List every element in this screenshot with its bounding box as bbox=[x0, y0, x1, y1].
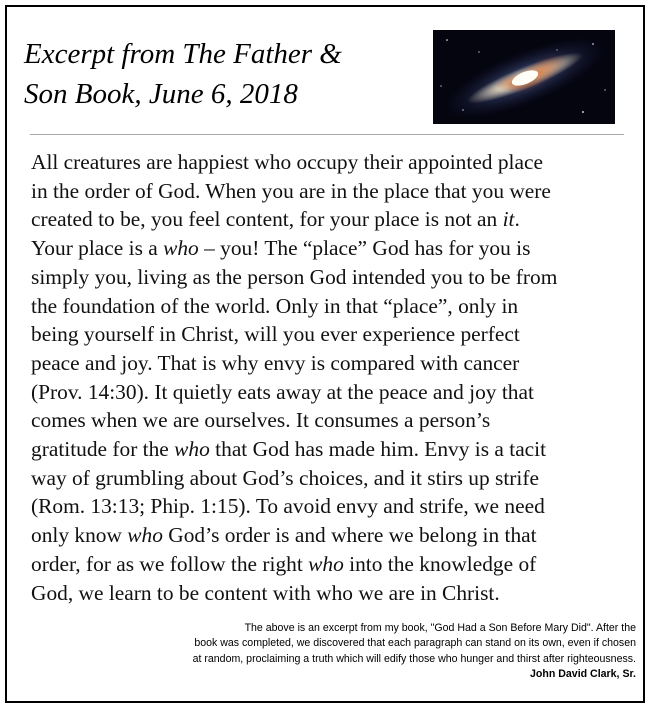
paragraph-line bbox=[31, 550, 631, 579]
galaxy-photo-icon bbox=[433, 30, 615, 124]
paragraph-line: All creatures are happiest who occupy their appointed place bbox=[31, 150, 543, 174]
author-signature: John David Clark, Sr. bbox=[530, 668, 636, 681]
excerpt-paragraph bbox=[31, 148, 631, 607]
paragraph-line: in the order of God. When you are in the place that you were bbox=[31, 178, 551, 203]
emphasis: who bbox=[308, 551, 344, 576]
paragraph-line bbox=[31, 234, 631, 263]
text-run: order, for as we follow the right bbox=[31, 551, 309, 576]
text-run: gratitude for the bbox=[31, 437, 175, 462]
emphasis: it bbox=[502, 207, 515, 232]
paragraph-line: comes when we are ourselves. It consumes a person’s bbox=[31, 408, 491, 433]
paragraph-line: God, we learn to be content with who we are in Christ. bbox=[31, 580, 500, 605]
title-divider bbox=[30, 134, 624, 135]
paragraph-line: way of grumbling about God’s choices, and it stirs up strife bbox=[31, 465, 539, 490]
emphasis: who bbox=[127, 523, 163, 548]
title-line-2: Son Book, June 6, 2018 bbox=[24, 78, 298, 110]
paragraph-line: being yourself in Christ, will you ever experience perfect bbox=[31, 322, 520, 347]
text-run: Your place is a bbox=[31, 236, 164, 261]
book-footnote bbox=[36, 621, 636, 683]
text-run: . bbox=[514, 207, 520, 232]
text-run: – you! The “place” God has for you is bbox=[198, 236, 531, 261]
text-run: God’s order is and where we belong in that bbox=[162, 523, 537, 548]
footnote-line: at random, proclaiming a truth which will edify those who hunger and thirst after righteousness. bbox=[192, 652, 636, 665]
title-line-1: Excerpt from The Father & bbox=[24, 38, 342, 70]
paragraph-line: the foundation of the world. Only in that “place”, only in bbox=[31, 293, 519, 318]
footnote-line: The above is an excerpt from my book, "God Had a Son Before Mary Did". After the bbox=[244, 622, 636, 634]
paragraph-line: (Rom. 13:13; Phip. 1:15). To avoid envy and strife, we need bbox=[31, 494, 545, 519]
paragraph-line: peace and joy. That is why envy is compared with cancer bbox=[31, 350, 520, 375]
paragraph-line: simply you, living as the person God intended you to be from bbox=[31, 264, 558, 289]
footnote-line: book was completed, we discovered that each paragraph can stand on its own, even if chosen bbox=[194, 637, 636, 650]
emphasis: who bbox=[174, 437, 210, 462]
paragraph-line bbox=[31, 521, 631, 550]
emphasis: who bbox=[163, 236, 199, 261]
text-run: only know bbox=[31, 523, 128, 548]
text-run: created to be, you feel content, for your place is not an bbox=[31, 207, 503, 232]
paragraph-line bbox=[31, 205, 631, 234]
paragraph-line: (Prov. 14:30). It quietly eats away at the peace and joy that bbox=[31, 379, 534, 404]
page-title bbox=[24, 34, 424, 114]
text-run: into the knowledge of bbox=[343, 551, 537, 576]
paragraph-line bbox=[31, 435, 631, 464]
text-run: that God has made him. Envy is a tacit bbox=[209, 437, 547, 462]
